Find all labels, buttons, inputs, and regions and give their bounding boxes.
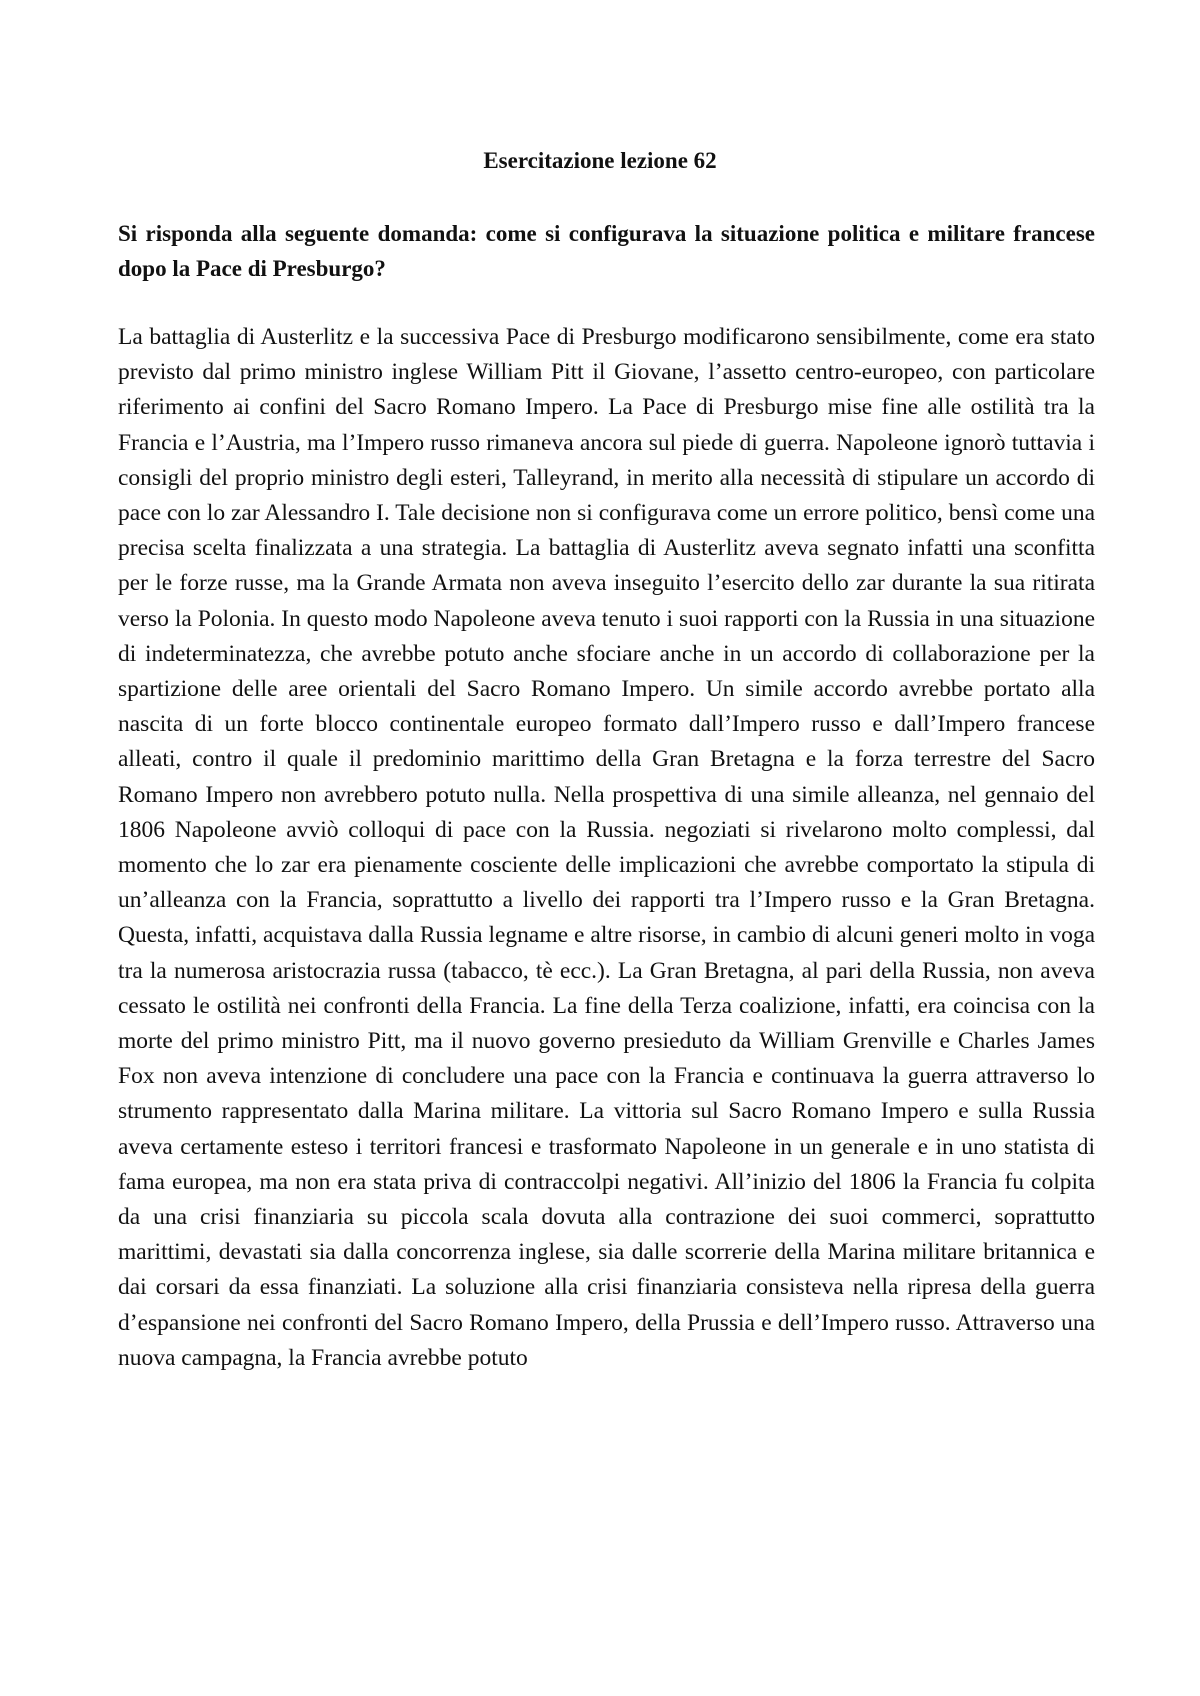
document-title: Esercitazione lezione 62	[483, 148, 717, 173]
exercise-question: Si risponda alla seguente domanda: come si configurava la situazione politica e militare francese dopo la Pace di Presburgo?	[118, 221, 1095, 281]
answer-paragraph: La battaglia di Austerlitz e la successiva Pace di Presburgo modificarono sensibilmente, come era stato previsto dal primo ministro inglese William Pitt il Giovane, l’assetto centro-europeo, con particolare riferimento ai confini del Sacro Romano Impero. La Pace di Presburgo mise fine alle ostilità tra la Francia e l’Austria, ma l’Impero russo rimaneva ancora sul piede di guerra. Napoleone ignorò tuttavia i consigli del proprio ministro degli esteri, Talleyrand, in merito alla necessità di stipulare un accordo di pace con lo zar Alessandro I. Tale decisione non si configurava come un errore politico, bensì come una precisa scelta finalizzata a una strategia. La battaglia di Austerlitz aveva segnato infatti una sconfitta per le forze russe, ma la Grande Armata non aveva inseguito l’esercito dello zar durante la sua ritirata verso la Polonia. In questo modo Napoleone aveva tenuto i suoi rapporti con la Russia in una situazione di indeterminatezza, che avrebbe potuto anche sfociare anche in un accordo di collaborazione per la spartizione delle aree orientali del Sacro Romano Impero. Un simile accordo avrebbe portato alla nascita di un forte blocco continentale europeo formato dall’Impero russo e dall’Impero francese alleati, contro il quale il predominio marittimo della Gran Bretagna e la forza terrestre del Sacro Romano Impero non avrebbero potuto nulla. Nella prospettiva di una simile alleanza, nel gennaio del 1806 Napoleone avviò colloqui di pace con la Russia. negoziati si rivelarono molto complessi, dal momento che lo zar era pienamente cosciente delle implicazioni che avrebbe comportato la stipula di un’alleanza con la Francia, soprattutto a livello dei rapporti tra l’Impero russo e la Gran Bretagna. Questa, infatti, acquistava dalla Russia legname e altre risorse, in cambio di alcuni generi molto in voga tra la numerosa aristocrazia russa (tabacco, tè ecc.). La Gran Bretagna, al pari della Russia, non aveva cessato le ostilità nei confronti della Francia. La fine della Terza coalizione, infatti, era coincisa con la morte del primo ministro Pitt, ma il nuovo governo presieduto da William Grenville e Charles James Fox non aveva intenzione di concludere una pace con la Francia e continuava la guerra attraverso lo strumento rappresentato dalla Marina militare. La vittoria sul Sacro Romano Impero e sulla Russia aveva certamente esteso i territori francesi e trasformato Napoleone in un generale e in uno statista di fama europea, ma non era stata priva di contraccolpi negativi. All’inizio del 1806 la Francia fu colpita da una crisi finanziaria su piccola scala dovuta alla contrazione dei suoi commerci, soprattutto marittimi, devastati sia dalla concorrenza inglese, sia dalle scorrerie della Marina militare britannica e dai corsari da essa finanziati. La soluzione alla crisi finanziaria consisteva nella ripresa della guerra d’espansione nei confronti del Sacro Romano Impero, della Prussia e dell’Impero russo. Attraverso una nuova campagna, la Francia avrebbe potuto	[118, 324, 1095, 1371]
